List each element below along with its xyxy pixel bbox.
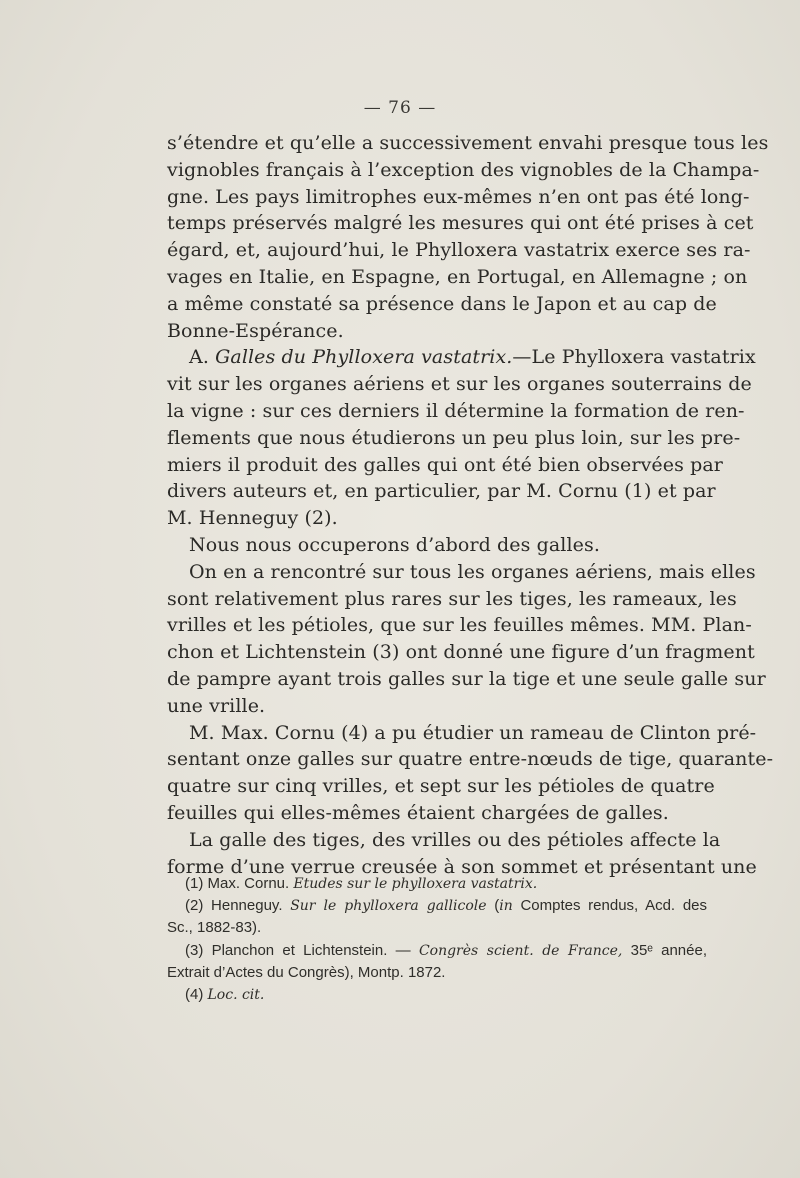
text-line: flements que nous étudierons un peu plus loin, sur les pre-: [167, 426, 741, 449]
text-line: feuilles qui elles-mêmes étaient chargées de galles.: [167, 801, 669, 824]
text-line: une vrille.: [167, 694, 266, 717]
text-line: divers auteurs et, en particulier, par M. Cornu (1) et par: [167, 480, 716, 503]
footnote-2-paren: (: [486, 897, 500, 915]
section-a-rest: —Le Phylloxera vastatrix: [512, 346, 756, 369]
text-line: de pampre ayant trois galles sur la tige et une seule galle sur: [167, 667, 766, 690]
footnote-2-title: Sur le phylloxera gallicole: [290, 898, 487, 915]
footnote-2-continuation: Sc., 1882-83).: [167, 919, 262, 937]
footnote-3-title: Congrès scient. de France,: [418, 942, 623, 959]
footnote-2-source: Comptes rendus, Acd. des: [512, 897, 707, 915]
text-line: On en a rencontré sur tous les organes aériens, mais elles: [189, 560, 756, 583]
page-number: — 76 —: [363, 98, 437, 118]
footnote-1: [167, 873, 707, 895]
body-text: [167, 130, 774, 880]
footnote-2-in: in: [499, 898, 513, 915]
text-line: sentant onze galles sur quatre entre-nœuds de tige, quarante-: [167, 748, 774, 771]
text-line: vignobles français à l’exception des vignobles de la Champa-: [167, 158, 760, 181]
footnote-3-marker: (3) Planchon et Lichtenstein. —: [185, 941, 419, 959]
footnote-4: [167, 984, 707, 1006]
text-line: vages en Italie, en Espagne, en Portugal, en Allemagne ; on: [167, 265, 748, 288]
footnote-3-continuation: Extrait d’Actes du Congrès), Montp. 1872.: [167, 963, 446, 981]
footnote-2-marker: (2) Henneguy.: [185, 897, 291, 915]
footnote-4-ref: Loc. cit.: [207, 986, 265, 1003]
text-line: chon et Lichtenstein (3) ont donné une figure d’un fragment: [167, 641, 755, 664]
text-line: gne. Les pays limitrophes eux-mêmes n’en ont pas été long-: [167, 185, 750, 208]
footnote-2: [167, 895, 707, 917]
section-a-prefix: A.: [189, 346, 216, 369]
text-line: M. Henneguy (2).: [167, 507, 338, 530]
text-line: miers il produit des galles qui ont été bien observées par: [167, 453, 723, 476]
text-line: sont relativement plus rares sur les tiges, les rameaux, les: [167, 587, 737, 610]
footnote-3: [167, 940, 707, 962]
text-line: forme d’une verrue creusée à son sommet et présentant une: [167, 855, 757, 878]
section-a-title: Galles du Phylloxera vastatrix.: [215, 346, 513, 369]
footnotes: [167, 873, 707, 1006]
text-line: la vigne : sur ces derniers il détermine la formation de ren-: [167, 399, 745, 422]
text-line: temps préservés malgré les mesures qui ont été prises à cet: [167, 212, 754, 235]
section-a-heading: [167, 344, 756, 371]
paragraph-galles: Nous nous occuperons d’abord des galles.: [189, 533, 600, 556]
footnote-3-year: 35ᵉ année,: [622, 941, 708, 959]
footnote-1-marker: (1) Max. Cornu.: [185, 875, 294, 892]
text-line: vrilles et les pétioles, que sur les feuilles mêmes. MM. Plan-: [167, 614, 752, 637]
text-line: a même constaté sa présence dans le Japon et au cap de: [167, 292, 717, 315]
text-line: vit sur les organes aériens et sur les organes souterrains de: [167, 373, 752, 396]
text-line: quatre sur cinq vrilles, et sept sur les pétioles de quatre: [167, 775, 715, 798]
text-line: La galle des tiges, des vrilles ou des pétioles affecte la: [189, 828, 721, 851]
text-line: M. Max. Cornu (4) a pu étudier un rameau de Clinton pré-: [189, 721, 757, 744]
footnote-4-marker: (4): [185, 985, 208, 1003]
text-line: s’étendre et qu’elle a successivement envahi presque tous les: [167, 132, 769, 154]
text-line: égard, et, aujourd’hui, le Phylloxera vastatrix exerce ses ra-: [167, 239, 751, 262]
text-line: Bonne-Espérance.: [167, 319, 344, 342]
footnote-1-title: Etudes sur le phylloxera vastatrix.: [293, 876, 538, 892]
